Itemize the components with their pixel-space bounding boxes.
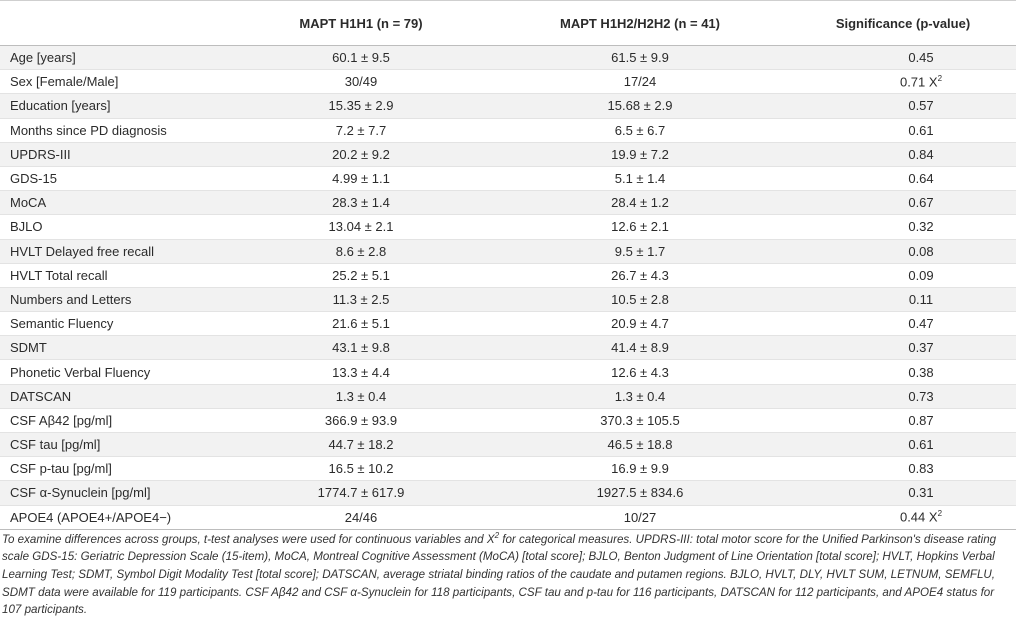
- p-value-text: 0.67: [908, 195, 934, 211]
- h1h2-value: 370.3 ± 105.5: [490, 408, 790, 432]
- header-row: [0, 1, 1016, 46]
- h1h2-value: 5.1 ± 1.4: [490, 166, 790, 190]
- row-label: CSF α-Synuclein [pg/ml]: [0, 481, 232, 505]
- h1h2-value: 28.4 ± 1.2: [490, 191, 790, 215]
- table-body: [0, 46, 1016, 530]
- p-value: [790, 481, 1016, 505]
- row-label: SDMT: [0, 336, 232, 360]
- h1h2-value: 20.9 ± 4.7: [490, 312, 790, 336]
- h1h1-value: 8.6 ± 2.8: [232, 239, 490, 263]
- table-row: [0, 408, 1016, 432]
- p-value: [790, 312, 1016, 336]
- h1h1-value: 30/49: [232, 70, 490, 94]
- h1h1-value: 366.9 ± 93.9: [232, 408, 490, 432]
- p-value-text: 0.44 X: [899, 509, 938, 525]
- table-row: [0, 215, 1016, 239]
- table-row: [0, 166, 1016, 190]
- p-value-text: 0.45: [908, 50, 934, 66]
- h1h2-value: 9.5 ± 1.7: [490, 239, 790, 263]
- p-value: [790, 336, 1016, 360]
- p-value-text: 0.31: [908, 485, 934, 501]
- h1h1-value: 15.35 ± 2.9: [232, 94, 490, 118]
- h1h1-value: 24/46: [232, 505, 490, 529]
- h1h2-value: 17/24: [490, 70, 790, 94]
- p-value-text: 0.87: [908, 412, 934, 428]
- h1h2-value: 15.68 ± 2.9: [490, 94, 790, 118]
- table-row: [0, 433, 1016, 457]
- p-value: [790, 408, 1016, 432]
- h1h1-value: 7.2 ± 7.7: [232, 118, 490, 142]
- row-label: CSF Aβ42 [pg/ml]: [0, 408, 232, 432]
- row-label: BJLO: [0, 215, 232, 239]
- row-label: CSF tau [pg/ml]: [0, 433, 232, 457]
- table-row: [0, 384, 1016, 408]
- row-label: DATSCAN: [0, 384, 232, 408]
- p-value: [790, 70, 1016, 94]
- p-value: [790, 142, 1016, 166]
- p-value: [790, 46, 1016, 70]
- h1h2-value: 41.4 ± 8.9: [490, 336, 790, 360]
- table-row: [0, 191, 1016, 215]
- table-row: [0, 336, 1016, 360]
- p-value: [790, 263, 1016, 287]
- h1h1-value: 44.7 ± 18.2: [232, 433, 490, 457]
- h1h1-value: 1774.7 ± 617.9: [232, 481, 490, 505]
- p-value-text: 0.83: [908, 461, 934, 477]
- header-h1h1: MAPT H1H1 (n = 79): [232, 1, 490, 46]
- h1h2-value: 10.5 ± 2.8: [490, 287, 790, 311]
- table-footnote: [2, 527, 1014, 619]
- header-significance: Significance (p-value): [790, 1, 1016, 46]
- h1h2-value: 19.9 ± 7.2: [490, 142, 790, 166]
- p-value-text: 0.37: [908, 340, 934, 356]
- p-value: [790, 505, 1016, 529]
- h1h2-value: 1.3 ± 0.4: [490, 384, 790, 408]
- row-label: HVLT Delayed free recall: [0, 239, 232, 263]
- row-label: HVLT Total recall: [0, 263, 232, 287]
- table-row: [0, 239, 1016, 263]
- h1h2-value: 26.7 ± 4.3: [490, 263, 790, 287]
- p-value-text: 0.38: [908, 364, 934, 380]
- h1h1-value: 13.04 ± 2.1: [232, 215, 490, 239]
- p-value-text: 0.61: [908, 437, 934, 453]
- table-row: [0, 263, 1016, 287]
- table-row: [0, 70, 1016, 94]
- h1h1-value: 43.1 ± 9.8: [232, 336, 490, 360]
- row-label: Months since PD diagnosis: [0, 118, 232, 142]
- p-value: [790, 118, 1016, 142]
- table-row: [0, 118, 1016, 142]
- h1h2-value: 1927.5 ± 834.6: [490, 481, 790, 505]
- h1h2-value: 61.5 ± 9.9: [490, 46, 790, 70]
- row-label: GDS-15: [0, 166, 232, 190]
- row-label: APOE4 (APOE4+/APOE4−): [0, 505, 232, 529]
- table-row: [0, 360, 1016, 384]
- row-label: MoCA: [0, 191, 232, 215]
- p-value-text: 0.32: [908, 219, 934, 235]
- p-value-text: 0.11: [908, 291, 934, 307]
- table-row: [0, 94, 1016, 118]
- p-value-text: 0.61: [908, 122, 934, 138]
- header-variable: [0, 1, 232, 46]
- table-row: [0, 457, 1016, 481]
- h1h1-value: 28.3 ± 1.4: [232, 191, 490, 215]
- chi-square-superscript: 2: [937, 509, 943, 519]
- p-value: [790, 166, 1016, 190]
- row-label: UPDRS-III: [0, 142, 232, 166]
- h1h1-value: 25.2 ± 5.1: [232, 263, 490, 287]
- p-value: [790, 457, 1016, 481]
- table-row: [0, 46, 1016, 70]
- p-value: [790, 215, 1016, 239]
- h1h2-value: 12.6 ± 4.3: [490, 360, 790, 384]
- table-row: [0, 505, 1016, 529]
- h1h2-value: 6.5 ± 6.7: [490, 118, 790, 142]
- h1h2-value: 10/27: [490, 505, 790, 529]
- p-value-text: 0.73: [908, 388, 934, 404]
- h1h1-value: 16.5 ± 10.2: [232, 457, 490, 481]
- table-row: [0, 481, 1016, 505]
- p-value-text: 0.57: [908, 98, 934, 114]
- row-label: Numbers and Letters: [0, 287, 232, 311]
- table-row: [0, 312, 1016, 336]
- p-value-text: 0.71 X: [899, 74, 938, 90]
- row-label: Semantic Fluency: [0, 312, 232, 336]
- h1h2-value: 12.6 ± 2.1: [490, 215, 790, 239]
- p-value-text: 0.08: [908, 243, 934, 259]
- p-value-text: 0.64: [908, 171, 934, 187]
- h1h2-value: 16.9 ± 9.9: [490, 457, 790, 481]
- h1h1-value: 11.3 ± 2.5: [232, 287, 490, 311]
- p-value-text: 0.09: [908, 267, 934, 283]
- h1h1-value: 21.6 ± 5.1: [232, 312, 490, 336]
- h1h2-value: 46.5 ± 18.8: [490, 433, 790, 457]
- p-value: [790, 384, 1016, 408]
- footnote-text-1: To examine differences across groups, t-test analyses were used for continuous variables and X: [2, 532, 495, 546]
- row-label: Sex [Female/Male]: [0, 70, 232, 94]
- p-value-text: 0.84: [908, 146, 934, 162]
- h1h1-value: 20.2 ± 9.2: [232, 142, 490, 166]
- p-value: [790, 191, 1016, 215]
- footnote-superscript: 2: [494, 531, 500, 540]
- h1h1-value: 4.99 ± 1.1: [232, 166, 490, 190]
- row-label: CSF p-tau [pg/ml]: [0, 457, 232, 481]
- row-label: Phonetic Verbal Fluency: [0, 360, 232, 384]
- h1h1-value: 1.3 ± 0.4: [232, 384, 490, 408]
- p-value: [790, 287, 1016, 311]
- table-row: [0, 142, 1016, 166]
- p-value: [790, 360, 1016, 384]
- chi-square-superscript: 2: [937, 74, 943, 84]
- p-value-text: 0.47: [908, 316, 934, 332]
- h1h1-value: 13.3 ± 4.4: [232, 360, 490, 384]
- p-value: [790, 94, 1016, 118]
- row-label: Education [years]: [0, 94, 232, 118]
- p-value: [790, 433, 1016, 457]
- h1h1-value: 60.1 ± 9.5: [232, 46, 490, 70]
- table-row: [0, 287, 1016, 311]
- row-label: Age [years]: [0, 46, 232, 70]
- header-h1h2: MAPT H1H2/H2H2 (n = 41): [490, 1, 790, 46]
- footnote-text-2: for categorical measures. UPDRS-III: total motor score for the Unified Parkinson's disease rating scale GDS-15: Geriatric Depression Scale (15-item), MoCA, Montreal Cognitive Assessment (MoCA) [total score]; BJLO, Benton Judgment of Line Orientation [total score]; HVLT, Hopkins Verbal Learning Test; SDMT, Symbol Digit Modality Test [total score]; DATSCAN, average striatal binding ratios of the caudate and putamen regions. BJLO, HVLT, DLY, HVLT SUM, LETNUM, SEMFLU, SDMT data were available for 119 participants. CSF Aβ42 and CSF α-Synuclein for 118 participants, CSF tau and p-tau for 116 participants, DATSCAN for 112 participants, and APOE4 status for 107 participants.: [2, 532, 997, 617]
- p-value: [790, 239, 1016, 263]
